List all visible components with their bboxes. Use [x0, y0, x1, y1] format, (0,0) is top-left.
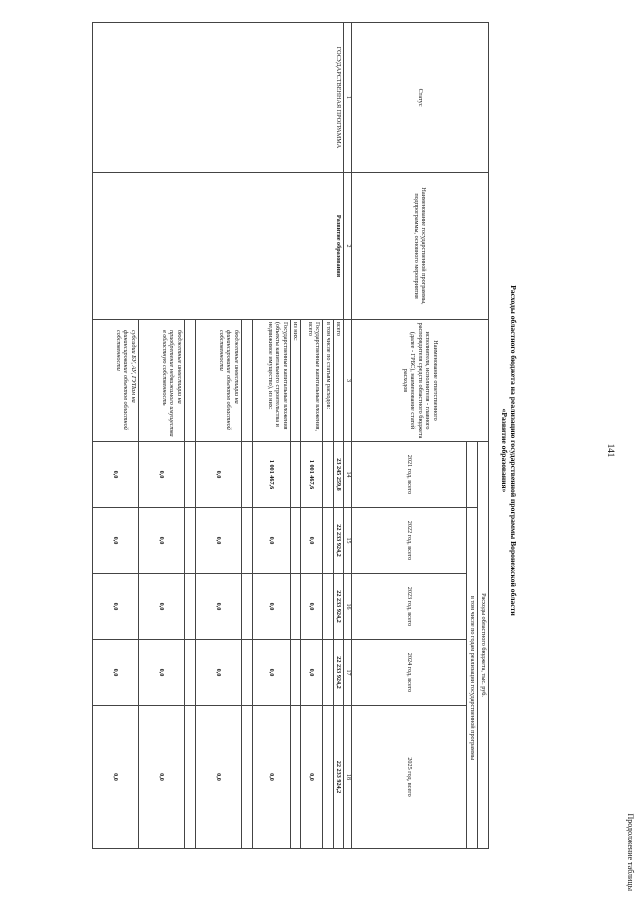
table-row-state-capital-investments: Государственные капитальные вложения (объекты капитального строительства и недвижимое имущество), из них: 1 001 467,6 0,0 0,0 0,0 0,0 [252, 23, 290, 849]
header-year-2021: 2021 год, всего [352, 442, 467, 508]
header-year-2022: 2022 год, всего [352, 508, 467, 574]
continuation-note: Продолжение таблицы [626, 813, 635, 891]
program-name-cell: Развитие образования [92, 173, 343, 320]
document-title [500, 0, 518, 901]
header-expenses: Расходы областного бюджета, тыс. руб. [478, 442, 489, 849]
table-row-by-articles: в том числе по статьям расходов: [323, 23, 333, 849]
header-by-years: в том числе по годам реализации государственной программы [467, 508, 478, 849]
header-year-2025: 2025 год, всего [352, 706, 467, 849]
table-row-capital: Государственные капитальные вложения, всего 1 001 467,6 0,0 0,0 0,0 0,0 [301, 23, 323, 849]
header-program-name: Наименование государственной программы, подпрограммы, основного мероприятия [352, 173, 489, 320]
budget-table [92, 22, 489, 849]
table-row-total: ГОСУДАРСТВЕННАЯ ПРОГРАММА Развитие образования всего 23 245 259,8 22 233 924,2 22 233 924,2 22 233 924,2 22 233 924,2 [333, 23, 343, 849]
table-row-budget-investments-acquisition: бюджетные инвестиции на приобретение недвижимого имущества в областную собственность 0,0 0,0 0,0 0,0 0,0 [138, 23, 184, 849]
header-empty [467, 442, 478, 508]
title-line-1: Расходы областного бюджета на реализацию государственной программы Воронежской области [509, 285, 518, 616]
column-numbers-row: 1 2 3 14 15 16 17 18 [344, 23, 352, 849]
table-row-budget-investments-financing: бюджетные инвестиции на финансирование объектов областной собственности 0,0 0,0 0,0 0,0 0,0 [195, 23, 241, 849]
header-row-1 [478, 23, 489, 849]
table-row-of-them: из них: [290, 23, 300, 849]
header-status: Статус [352, 23, 489, 173]
status-cell: ГОСУДАРСТВЕННАЯ ПРОГРАММА [92, 23, 343, 173]
header-executor: Наименование ответственного исполнителя, исполнителя - главного распорядителя средств областного бюджета (далее - ГРБС), наименование статей расходов [352, 320, 489, 442]
header-year-2023: 2023 год, всего [352, 574, 467, 640]
header-year-2024: 2024 год, всего [352, 640, 467, 706]
page-number: 141 [606, 443, 616, 458]
table-row-subsidies: субсидии БУ, АУ, ГУПам на финансирование объектов областной собственности 0,0 0,0 0,0 0,0 0,0 [92, 23, 138, 849]
title-line-2: «Развитие образования» [500, 408, 509, 493]
